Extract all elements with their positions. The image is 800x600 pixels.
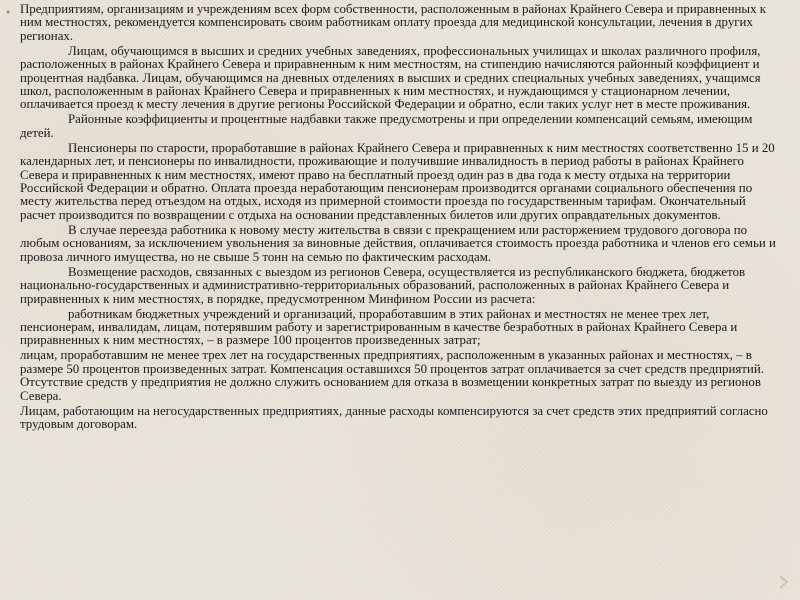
paragraph-5: В случае переезда работника к новому месту жительства в связи с прекращением или расторжением трудового договора по любым основаниям, за исключением увольнения за виновные действия, оплачивается стоимость проезда работника и членов его семьи и провоза личного имущества, но не свыше 5 тонн на семью по фактическим расходам. xyxy=(20,222,776,264)
paragraph-9: Лицам, работающим на негосударственных предприятиях, данные расходы компенсируются за счет средств этих предприятий согласно трудовым договорам. xyxy=(20,403,768,431)
paragraph-4: Пенсионеры по старости, проработавшие в районах Крайнего Севера и приравненных к ним местностях соответственно 15 и 20 календарных лет, и пенсионеры по инвалидности, проживающие и получившие инвалидность в период работы в районах Крайнего Севера и приравненных к ним местностях, имеют право на бесплатный проезд один раз в два года к месту отдыха на территории Российской Федерации и обратно. Оплата проезда неработающим пенсионерам производится органами социального обеспечения по месту жительства перед отъездом на отдых, исходя из примерной стоимости проезда по государственным тарифам. Окончательный расчет производится по возвращении с отдыха на основании представленных билетов или других оправдательных документов. xyxy=(20,140,775,222)
paragraph-1-text: Предприятиям, организациям и учреждениям всех форм собственности, расположенным в районах Крайнего Севера и приравненных к ним местностях, рекомендуется компенсировать своим работникам оплату проезда для медицинской консультации, лечения в других регионах. xyxy=(20,2,767,43)
chevron-right-icon xyxy=(776,574,792,590)
paragraph-1 xyxy=(6,2,778,43)
paragraph-6: Возмещение расходов, связанных с выездом из регионов Севера, осуществляется из республиканского бюджета, бюджетов национально-государственных и административно-территориальных образований, расположенных в районах Крайнего Севера и приравненных к ним местностях, в порядке, предусмотренном Минфином России из расчета: xyxy=(20,264,746,306)
paragraph-7: работникам бюджетных учреждений и организаций, проработавшим в этих районах и местностях не менее трех лет, пенсионерам, инвалидам, лицам, потерявшим работу и зарегистрированным в качестве безработных в районах Крайнего Севера и приравненных к ним местностях, – в размере 100 процентов произведенных затрат; xyxy=(20,306,738,348)
paragraph-3: Районные коэффициенты и процентные надбавки также предусмотрены и при определении компенсаций семьям, имеющим детей. xyxy=(20,112,753,140)
text-body xyxy=(6,2,778,595)
bullet-dot-icon: ● xyxy=(6,8,11,16)
paragraph-2: Лицам, обучающимся в высших и средних учебных заведениях, профессиональных училищах и школах различного профиля, расположенных в районах Крайнего Севера и приравненным к ним местностям, на стипендию начисляются районный коэффициент и процентная надбавка. Лицам, обучающимся на дневных отделениях в высших и средних специальных учебных заведениях, учащимся школ, расположенным в районах Крайнего Севера и приравненных к ним местностях, и нуждающимся у стационарном лечении, оплачивается проезд к месту лечения в другие регионы Российской Федерации и обратно, если таких услуг нет в месте проживания. xyxy=(20,43,761,112)
paragraph-8: лицам, проработавшим не менее трех лет на государственных предприятиях, расположенным в указанных районах и местностях, – в размере 50 процентов произведенных затрат. Компенсация оставшихся 50 процентов затрат оплачивается за счет средств предприятий. Отсутствие средств у предприятия не должно служить основанием для отказа в возмещении конкретных затрат по выезду из регионов Севера. xyxy=(20,348,764,403)
